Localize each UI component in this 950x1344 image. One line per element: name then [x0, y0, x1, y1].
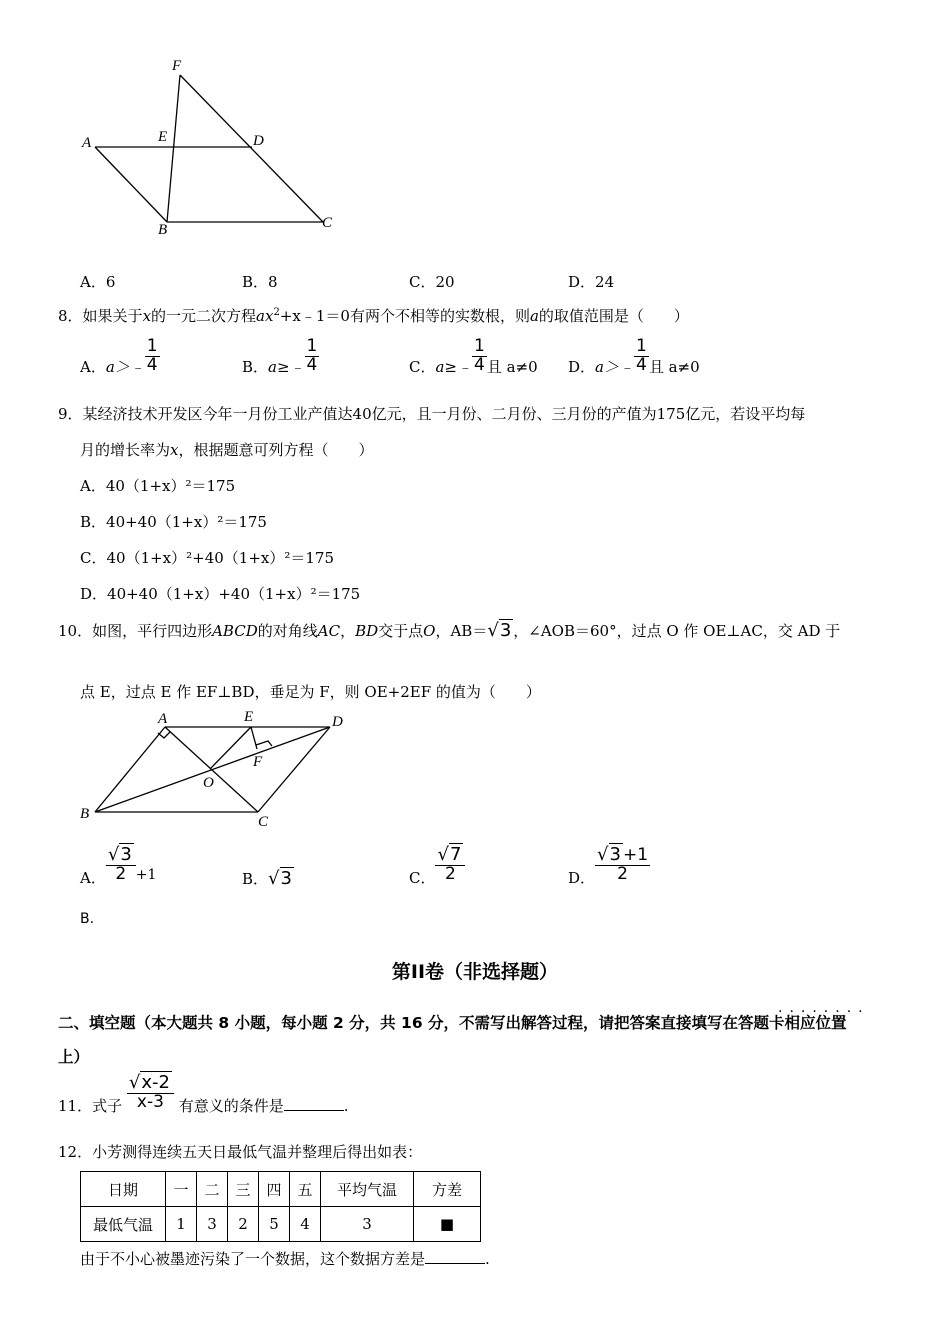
q9-option-c[interactable]: C．40（1+x）²+40（1+x）²＝175 [80, 549, 335, 567]
table-cell: 方差 [414, 1172, 481, 1207]
label-e: E [158, 129, 168, 145]
label-f2: F [253, 754, 263, 770]
q8-option-c[interactable]: C．a≥﹣ $\frac{1}{4}$ 且 a≠0 [409, 336, 538, 376]
q7-option-d[interactable]: D．24 [568, 273, 615, 291]
section2-heading-line1: 二、填空题（本大题共 8 小题，每小题 2 分，共 16 分，不需写出解答过程，请把答案直接填写在答题卡相应位置 [58, 1014, 847, 1032]
line-fb [167, 75, 180, 222]
q11: 11．式子 $\frac{√x-2}{x-3}$ 有意义的条件是 . [58, 1072, 349, 1115]
table-cell: 五 [290, 1172, 321, 1207]
label-e2: E [244, 709, 254, 725]
label-a2: A [158, 711, 168, 727]
q10-extra: B. [80, 911, 95, 927]
label-o2: O [203, 775, 214, 791]
q12-footer: 由于不小心被墨迹污染了一个数据，这个数据方差是 . [80, 1250, 490, 1268]
table-cell: 日期 [81, 1172, 166, 1207]
line-ab [95, 147, 167, 222]
table-cell: 2 [228, 1207, 259, 1242]
figure-parallelogram-2 [0, 700, 360, 835]
q8-option-b[interactable]: B．a≥﹣ $\frac{1}{4}$ [242, 336, 318, 376]
q12-intro: 12．小芳测得连续五天日最低气温并整理后得出如表： [58, 1143, 423, 1161]
q8-stem: 8．如果关于x的一元二次方程$ax^2+x﹣1=0$有两个不相等的实数根，则a的取值范围是（ ） [58, 307, 689, 325]
q8-option-a[interactable]: A．a＞﹣ $\frac{1}{4}$ [80, 336, 158, 376]
q9-stem-line1: 9．某经济技术开发区今年一月份工业产值达40亿元，且一月份、二月份、三月份的产值为175亿元，若设平均每 [58, 405, 806, 423]
label-b: B [158, 222, 168, 238]
q9-stem-line2: 月的增长率为x，根据题意可列方程（ ） [80, 441, 374, 459]
q10-option-a[interactable]: A． $\frac{√3}{2}$ +1 [80, 844, 157, 887]
label-d2: D [332, 714, 343, 730]
table-cell: 最低气温 [81, 1207, 166, 1242]
q7-option-a[interactable]: A．6 [80, 273, 116, 291]
table-row [81, 1207, 481, 1242]
q12-answer-blank[interactable] [425, 1251, 485, 1264]
q11-answer-blank[interactable] [284, 1098, 344, 1111]
label-a: A [82, 135, 92, 151]
q9-option-a[interactable]: A．40（1+x）²＝175 [80, 477, 236, 495]
figure-parallelogram-1 [0, 0, 360, 250]
table-cell: 三 [228, 1172, 259, 1207]
table-header-row [81, 1172, 481, 1207]
section2-title: 第II卷（非选择题） [391, 961, 559, 983]
ink-blot-cell: ■ [414, 1207, 481, 1242]
line-ef2 [251, 727, 257, 749]
label-c2: C [258, 814, 269, 830]
temperature-table [80, 1171, 481, 1242]
q7-option-b[interactable]: B．8 [242, 273, 278, 291]
q10-stem-line2: 点 E，过点 E 作 EF⊥BD，垂足为 F，则 OE+2EF 的值为（ ） [80, 683, 541, 701]
q10-option-b[interactable]: B．√3 [242, 868, 292, 889]
table-cell: 四 [259, 1172, 290, 1207]
table-cell: 3 [197, 1207, 228, 1242]
right-angle-f [256, 741, 272, 746]
q10-option-c[interactable]: C． $\frac{√7}{2}$ [409, 846, 465, 888]
q8-option-d[interactable]: D．a＞﹣ $\frac{1}{4}$ 且 a≠0 [568, 336, 700, 376]
table-cell: 二 [197, 1172, 228, 1207]
q9-option-d[interactable]: D．40+40（1+x）+40（1+x）²＝175 [80, 585, 361, 603]
label-b2: B [80, 806, 90, 822]
table-cell: 5 [259, 1207, 290, 1242]
q10-option-d[interactable]: D． $\frac{√3 +1}{2}$ [568, 844, 649, 887]
section2-heading-line2: 上） [58, 1048, 90, 1066]
emphasis-dots: ........ [778, 1000, 870, 1016]
q9-option-b[interactable]: B．40+40（1+x）²＝175 [80, 513, 267, 531]
table-cell: 平均气温 [321, 1172, 414, 1207]
label-d: D [253, 133, 264, 149]
table-cell: 4 [290, 1207, 321, 1242]
q7-option-c[interactable]: C．20 [409, 273, 455, 291]
table-cell: 3 [321, 1207, 414, 1242]
q10-stem-line1: 10．如图，平行四边形ABCD的对角线AC，BD交于点O，AB＝√3 ，∠AOB＝60°，过点 O 作 OE⊥AC，交 AD 于 [58, 620, 841, 641]
table-cell: 一 [166, 1172, 197, 1207]
table-cell: 1 [166, 1207, 197, 1242]
label-c: C [322, 215, 333, 231]
label-f: F [172, 58, 182, 74]
line-ac2 [165, 727, 258, 812]
line-fc [180, 75, 323, 222]
